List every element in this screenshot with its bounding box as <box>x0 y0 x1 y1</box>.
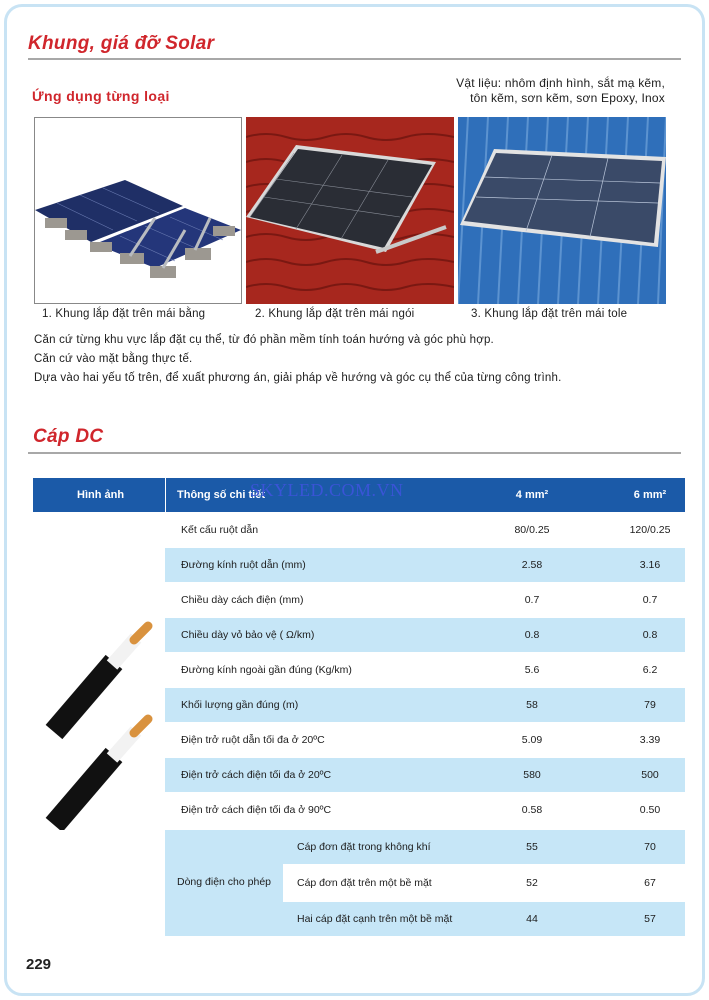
table-row <box>165 583 685 617</box>
value-4mm: 0.8 <box>524 629 540 641</box>
dc-cable-image <box>44 620 164 830</box>
materials-line-1: Vật liệu: nhôm định hình, sắt mạ kẽm, <box>456 76 665 90</box>
section-title-solar: Khung, giá đỡ Solar <box>28 33 215 54</box>
paragraph-3: Dựa vào hai yếu tố trên, để xuất phương án, giải pháp về hướng và góc cụ thể của từng công trình. <box>34 372 562 384</box>
photo-tole-roof-mount <box>458 117 666 304</box>
row-label: Hai cáp đặt cạnh trên một bề mặt <box>297 913 453 925</box>
table-row <box>165 688 685 722</box>
current-rating-group <box>165 830 283 936</box>
row-label: Cáp đơn đặt trong không khí <box>297 841 431 853</box>
row-label: Cáp đơn đặt trên một bề mặt <box>297 877 432 889</box>
table-row <box>165 723 685 757</box>
value-6mm: 500 <box>641 769 659 781</box>
paragraph-1: Căn cứ từng khu vực lắp đặt cụ thể, từ đó phần mềm tính toán hướng và góc phù hợp. <box>34 334 494 346</box>
caption-tile-roof: 2. Khung lắp đặt trên mái ngói <box>255 308 415 320</box>
value-4mm: 52 <box>526 877 538 889</box>
section-title-dc-cable: Cáp DC <box>33 426 104 447</box>
materials-text <box>456 76 665 106</box>
value-4mm: 0.7 <box>524 594 540 606</box>
value-4mm: 80/0.25 <box>514 524 550 536</box>
row-label: Khối lượng gần đúng (m) <box>181 699 299 711</box>
materials-line-2: tôn kẽm, sơn kẽm, sơn Epoxy, Inox <box>470 91 665 105</box>
value-6mm: 70 <box>644 841 656 853</box>
header-divider <box>165 478 166 512</box>
page-number: 229 <box>26 956 52 973</box>
header-4mm: 4 mm² <box>515 489 549 501</box>
row-label: Điện trở ruột dẫn tối đa ở 20ºC <box>181 734 325 746</box>
value-4mm: 580 <box>523 769 541 781</box>
table-row <box>165 548 685 582</box>
header-image: Hình ảnh <box>77 489 125 501</box>
section-divider <box>28 58 681 60</box>
row-label: Kết cấu ruột dẫn <box>181 524 259 536</box>
row-label: Điện trở cách điện tối đa ở 20ºC <box>181 769 332 781</box>
row-label: Đường kính ruột dẫn (mm) <box>181 559 306 571</box>
row-label: Chiều dày vỏ bảo vệ ( Ω/km) <box>181 629 315 641</box>
value-6mm: 0.7 <box>642 594 658 606</box>
header-6mm: 6 mm² <box>633 489 667 501</box>
value-6mm: 79 <box>644 699 656 711</box>
value-6mm: 57 <box>644 913 656 925</box>
table-row <box>283 830 685 864</box>
row-label: Đường kính ngoài gần đúng (Kg/km) <box>181 664 352 676</box>
value-6mm: 67 <box>644 877 656 889</box>
table-row <box>165 793 685 827</box>
row-label: Điện trở cách điện tối đa ở 90ºC <box>181 804 332 816</box>
value-6mm: 3.16 <box>639 559 661 571</box>
row-label: Chiều dày cách điện (mm) <box>181 594 304 606</box>
table-row <box>165 618 685 652</box>
value-6mm: 120/0.25 <box>629 524 671 536</box>
table-row <box>165 653 685 687</box>
table-row <box>283 866 685 900</box>
value-4mm: 5.09 <box>521 734 543 746</box>
value-4mm: 5.6 <box>524 664 540 676</box>
value-4mm: 55 <box>526 841 538 853</box>
caption-flat-roof: 1. Khung lắp đặt trên mái bằng <box>42 308 206 320</box>
caption-tole-roof: 3. Khung lắp đặt trên mái tole <box>471 308 628 320</box>
value-6mm: 6.2 <box>642 664 658 676</box>
photo-tile-roof-mount <box>246 117 454 304</box>
photo-flat-roof-mount <box>34 117 242 304</box>
section-divider-2 <box>28 452 681 454</box>
value-6mm: 0.50 <box>639 804 661 816</box>
value-6mm: 0.8 <box>642 629 658 641</box>
value-4mm: 58 <box>526 699 538 711</box>
paragraph-2: Căn cứ vào mặt bằng thực tế. <box>34 353 193 365</box>
value-4mm: 0.58 <box>521 804 543 816</box>
value-6mm: 3.39 <box>639 734 661 746</box>
table-row <box>165 758 685 792</box>
table-row <box>165 513 685 547</box>
value-4mm: 2.58 <box>521 559 543 571</box>
watermark: SKYLED.COM.VN <box>250 480 404 500</box>
value-4mm: 44 <box>526 913 538 925</box>
subtitle-applications: Ứng dụng từng loại <box>32 88 170 104</box>
header-spec: Thông số chi tiết <box>177 489 265 501</box>
table-row <box>283 902 685 936</box>
current-rating-label: Dòng điện cho phép <box>177 876 271 888</box>
